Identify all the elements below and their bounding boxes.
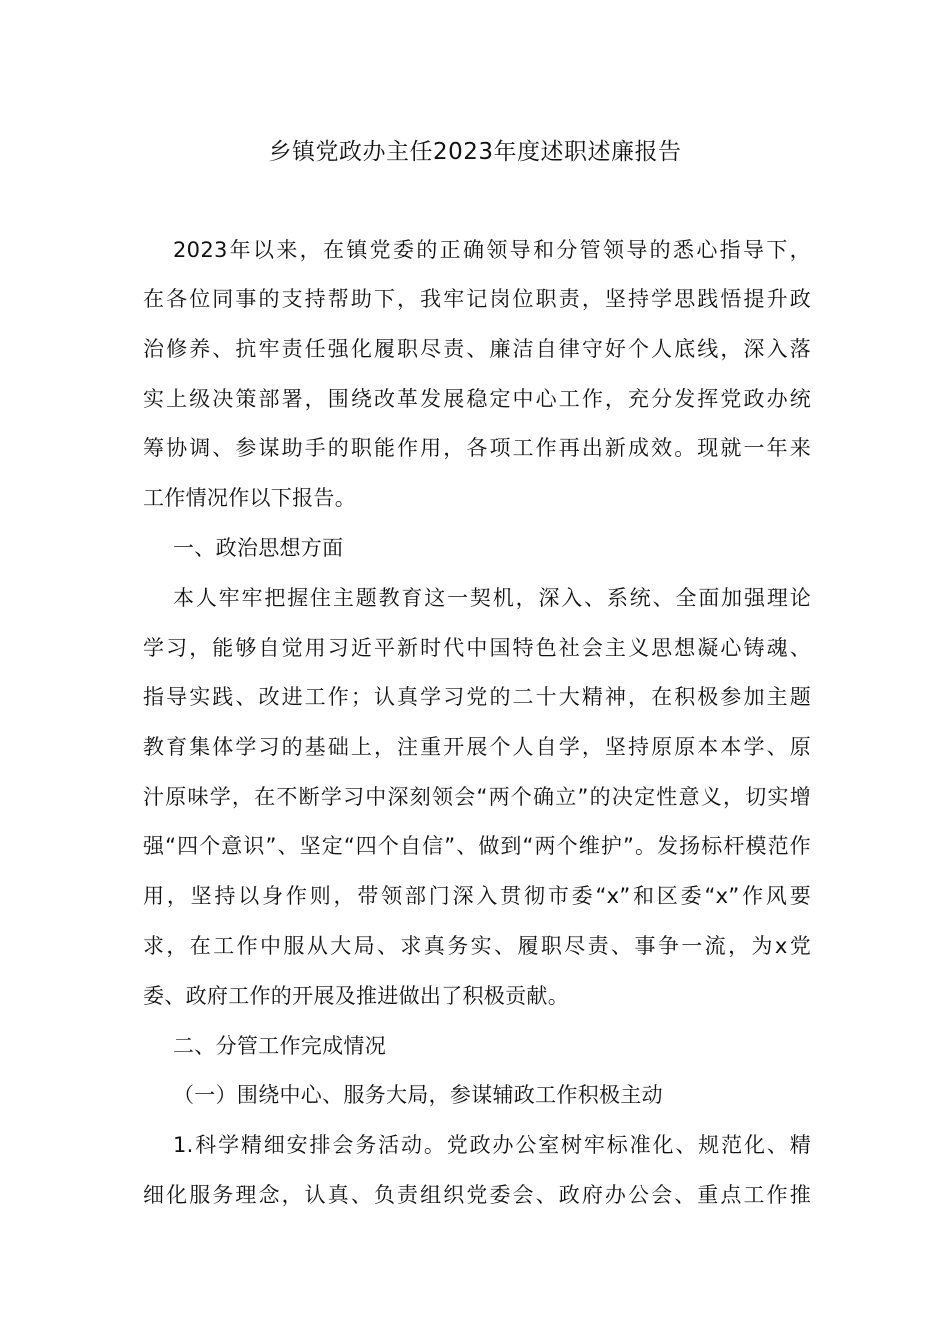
paragraph-line: 实上级决策部署，围绕改革发展稳定中心工作，充分发挥党政办统 xyxy=(143,387,811,411)
paragraph-line: 本人牢牢把握住主题教育这一契机，深入、系统、全面加强理论 xyxy=(173,586,811,610)
paragraph-line: 1.科学精细安排会务活动。党政办公室树牢标准化、规范化、精 xyxy=(173,1133,811,1157)
paragraph-line: 在各位同事的支持帮助下，我牢记岗位职责，坚持学思践悟提升政 xyxy=(143,287,811,311)
paragraph-line: 治修养、抗牢责任强化履职尽责、廉洁自律守好个人底线，深入落 xyxy=(143,337,811,361)
paragraph-line: 教育集体学习的基础上，注重开展个人自学，坚持原原本本学、原 xyxy=(143,735,811,759)
paragraph-line: 用，坚持以身作则，带领部门深入贯彻市委“x”和区委“x”作风要 xyxy=(143,884,811,908)
section-heading: 一、政治思想方面 xyxy=(173,536,344,560)
subsection-heading: （一）围绕中心、服务大局，参谋辅政工作积极主动 xyxy=(173,1083,663,1107)
paragraph-line: 筹协调、参谋助手的职能作用，各项工作再出新成效。现就一年来 xyxy=(143,436,811,460)
paragraph-line: 强“四个意识”、坚定“四个自信”、做到“两个维护”。发扬标杆模范作 xyxy=(143,834,811,858)
paragraph-line: 2023年以来，在镇党委的正确领导和分管领导的悉心指导下， xyxy=(173,238,811,262)
paragraph-line: 委、政府工作的开展及推进做出了积极贡献。 xyxy=(143,984,569,1008)
paragraph-line: 指导实践、改进工作；认真学习党的二十大精神，在积极参加主题 xyxy=(143,685,811,709)
paragraph-line: 工作情况作以下报告。 xyxy=(143,486,356,510)
section-heading: 二、分管工作完成情况 xyxy=(173,1034,386,1058)
document-title: 乡镇党政办主任2023年度述职述廉报告 xyxy=(268,139,682,165)
paragraph-line: 求，在工作中服从大局、求真务实、履职尽责、事争一流，为x党 xyxy=(143,934,811,958)
paragraph-line: 细化服务理念，认真、负责组织党委会、政府办公会、重点工作推 xyxy=(143,1183,811,1207)
paragraph-line: 汁原味学，在不断学习中深刻领会“两个确立”的决定性意义，切实增 xyxy=(143,785,811,809)
paragraph-line: 学习，能够自觉用习近平新时代中国特色社会主义思想凝心铸魂、 xyxy=(143,636,811,660)
